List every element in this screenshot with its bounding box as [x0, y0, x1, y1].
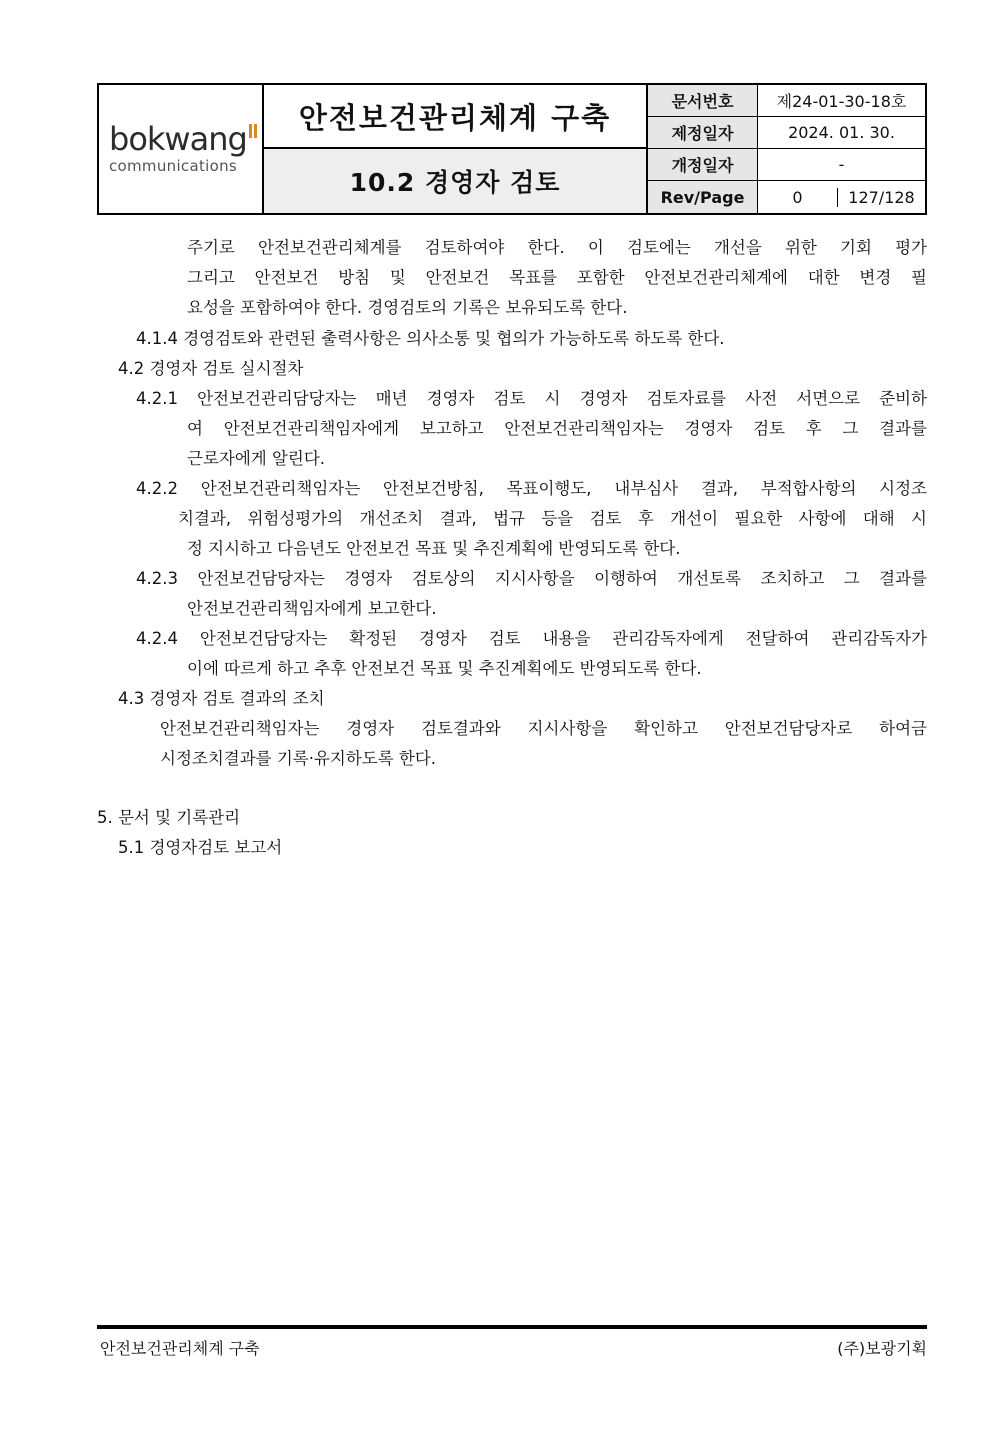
- section-4-2-3-line: 안전보건관리책임자에게 보고한다.: [187, 599, 437, 618]
- section-4-2-1-line: 여 안전보건관리책임자에게 보고하고 안전보건관리책임자는 경영자 검토 후 그 결과를: [187, 419, 927, 438]
- document-title: 안전보건관리체계 구축: [264, 85, 646, 149]
- logo-tagline: communications: [109, 157, 238, 175]
- section-heading-4-3: 4.3 경영자 검토 결과의 조치: [118, 689, 325, 708]
- doc-no-value: 제24-01-30-18호: [776, 92, 907, 111]
- enact-label: 제정일자: [648, 117, 758, 148]
- section-4-2-2-line: 정 지시하고 다음년도 안전보건 목표 및 추진계획에 반영되도록 한다.: [187, 539, 681, 558]
- section-heading-5: 5. 문서 및 기록관리: [97, 808, 241, 827]
- info-row-rev-page: [648, 181, 925, 213]
- section-4-3-line: 안전보건관리책임자는 경영자 검토결과와 지시사항을 확인하고 안전보건담당자로 하여금: [160, 719, 927, 738]
- paragraph-line: 요성을 포함하여야 한다. 경영검토의 기록은 보유되도록 한다.: [187, 298, 628, 317]
- info-row-doc-no: [648, 85, 925, 117]
- footer-company: (주)보광기획: [837, 1339, 927, 1358]
- page-number: 127/128: [848, 187, 915, 207]
- footer-title: 안전보건관리체계 구축: [100, 1339, 260, 1358]
- section-4-2-3-line: 4.2.3 안전보건담당자는 경영자 검토상의 지시사항을 이행하여 개선토록 조치하고 그 결과를: [136, 569, 927, 588]
- revision-number: 0: [758, 188, 838, 207]
- enact-date: 2024. 01. 30.: [788, 123, 895, 142]
- section-4-2-4-line: 4.2.4 안전보건담당자는 확정된 경영자 검토 내용을 관리감독자에게 전달하여 관리감독자가: [136, 629, 927, 648]
- section-heading-4-2: 4.2 경영자 검토 실시절차: [118, 359, 304, 378]
- revise-date: -: [838, 155, 845, 174]
- section-4-2-4-line: 이에 따르게 하고 추후 안전보건 목표 및 추진계획에도 반영되도록 한다.: [187, 659, 702, 678]
- section-4-2-2-line: 치결과, 위험성평가의 개선조치 결과, 법규 등을 검토 후 개선이 필요한 사항에 대해 시: [178, 509, 927, 528]
- section-4-1-4: 4.1.4 경영검토와 관련된 출력사항은 의사소통 및 협의가 가능하도록 하도록 한다.: [136, 329, 725, 348]
- document-info-table: [648, 85, 925, 213]
- paragraph-line: 그리고 안전보건 방침 및 안전보건 목표를 포함한 안전보건관리체계에 대한 변경 필: [187, 268, 927, 287]
- document-subtitle: 10.2 경영자 검토: [264, 149, 646, 213]
- logo-wordmark: bokwang: [109, 120, 247, 158]
- paragraph-line: 주기로 안전보건관리체계를 검토하여야 한다. 이 검토에는 개선을 위한 기회 평가: [187, 238, 927, 257]
- title-block: [264, 85, 648, 213]
- doc-no-label: 문서번호: [648, 85, 758, 116]
- rev-page-value: [758, 181, 925, 213]
- section-4-3-line: 시정조치결과를 기록·유지하도록 한다.: [160, 749, 437, 768]
- logo-mark-icon: [249, 111, 259, 143]
- info-row-revise: [648, 149, 925, 181]
- document-header: [97, 83, 927, 215]
- rev-page-label: Rev/Page: [648, 181, 758, 213]
- company-logo: [99, 85, 264, 213]
- section-4-2-2-line: 4.2.2 안전보건관리책임자는 안전보건방침, 목표이행도, 내부심사 결과, 부적합사항의 시정조: [136, 479, 927, 498]
- revise-label: 개정일자: [648, 149, 758, 180]
- footer-divider: [97, 1325, 927, 1329]
- info-row-enact: [648, 117, 925, 149]
- section-4-2-1-line: 4.2.1 안전보건관리담당자는 매년 경영자 검토 시 경영자 검토자료를 사전 서면으로 준비하: [136, 389, 927, 408]
- section-heading-5-1: 5.1 경영자검토 보고서: [118, 838, 283, 857]
- section-4-2-1-line: 근로자에게 알린다.: [187, 449, 326, 468]
